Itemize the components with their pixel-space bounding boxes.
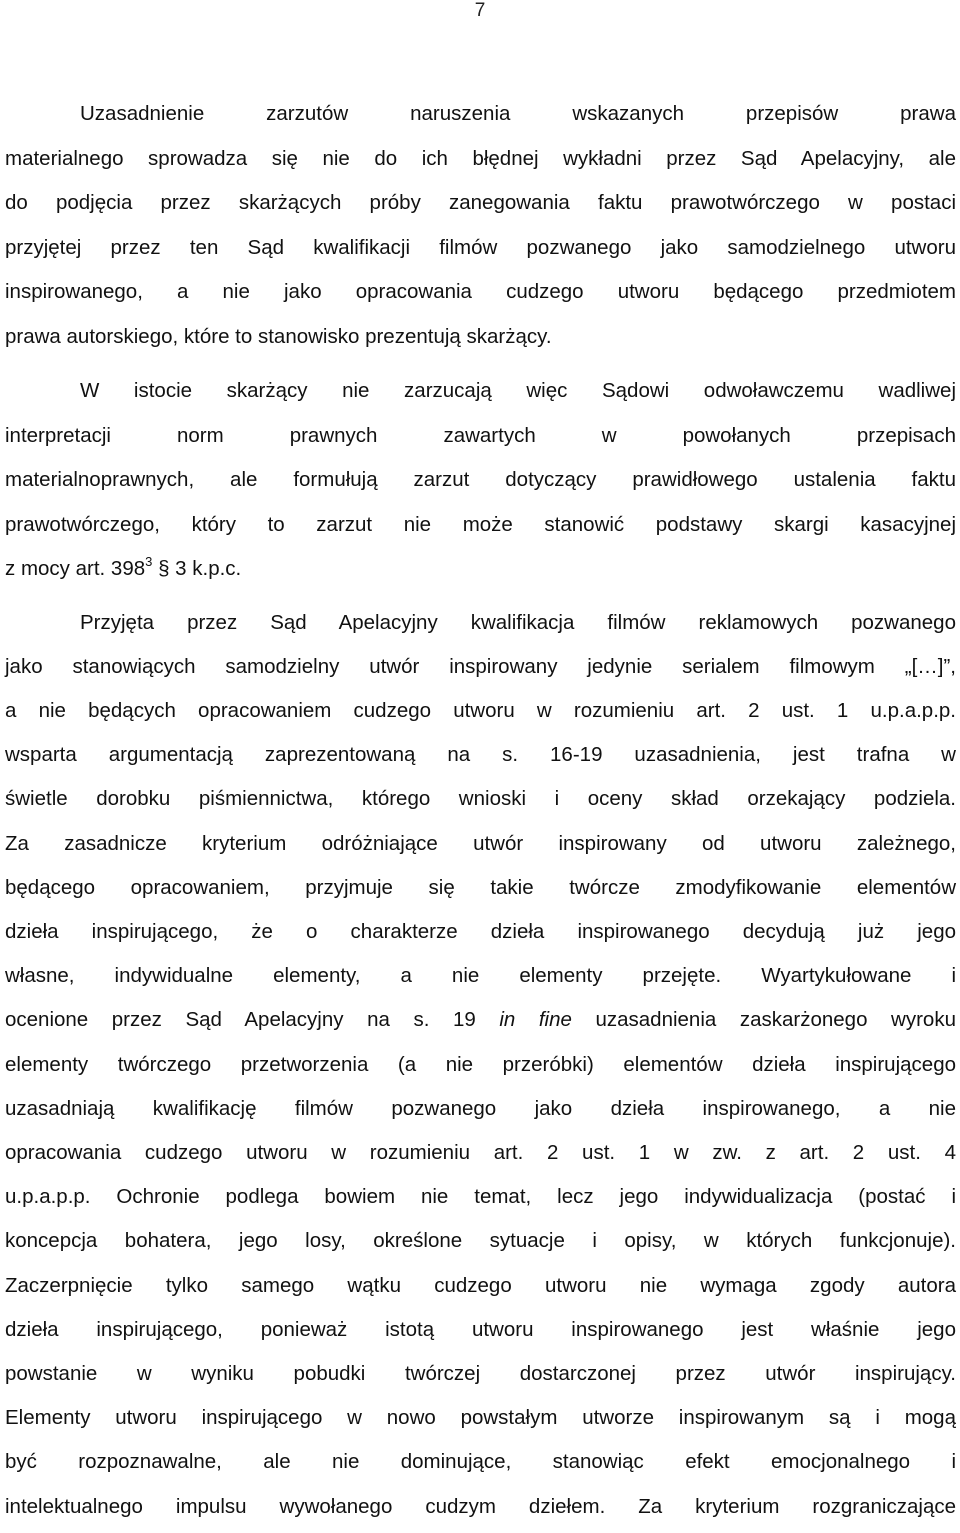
text-line: a nie będących opracowaniem cudzego utworu w rozumieniu art. 2 ust. 1 u.p.a.p.p. xyxy=(5,698,956,722)
text-line: powstanie w wyniku pobudki twórczej dostarczonej przez utwór inspirujący. xyxy=(5,1361,956,1385)
text-line: do podjęcia przez skarżących próby zanegowania faktu prawotwórczego w postaci xyxy=(5,191,956,214)
text-line: W istocie skarżący nie zarzucają więc Sądowi odwoławczemu wadliwej xyxy=(80,379,956,402)
text-line: świetle dorobku piśmiennictwa, którego wnioski i oceny skład orzekający podziela. xyxy=(5,787,956,811)
page-number: 7 xyxy=(474,0,486,21)
text-line xyxy=(5,998,956,1042)
text-line: własne, indywidualne elementy, a nie elementy przejęte. Wyartykułowane i xyxy=(5,964,956,988)
text-line: u.p.a.p.p. Ochronie podlega bowiem nie temat, lecz jego indywidualizacja (postać i xyxy=(5,1185,956,1209)
text-line: Zaczerpnięcie tylko samego wątku cudzego utworu nie wymaga zgody autora xyxy=(5,1273,956,1297)
text-line: uzasadniają kwalifikację filmów pozwanego jako dzieła inspirowanego, a nie xyxy=(5,1096,956,1120)
paragraph-3 xyxy=(5,601,956,1529)
text-line: będącego opracowaniem, przyjmuje się takie twórcze zmodyfikowanie elementów xyxy=(5,875,956,899)
text-line: Uzasadnienie zarzutów naruszenia wskazanych przepisów prawa xyxy=(80,102,956,125)
text-line: prawa autorskiego, które to stanowisko prezentują skarżący. xyxy=(5,324,552,348)
text-line xyxy=(5,547,956,592)
citation-text: § 3 k.p.c. xyxy=(152,557,242,580)
text-line: wsparta argumentacją zaprezentowaną na s. 16-19 uzasadnienia, jest trafna w xyxy=(5,743,956,767)
text-line: dzieła inspirującego, ponieważ istotą utworu inspirowanego jest właśnie jego xyxy=(5,1317,956,1341)
paragraph-1 xyxy=(5,92,956,359)
text-line: Elementy utworu inspirującego w nowo powstałym utworze inspirowanym są i mogą xyxy=(5,1406,956,1430)
text-line: Za zasadnicze kryterium odróżniające utwór inspirowany od utworu zależnego, xyxy=(5,831,956,855)
text-line: koncepcja bohatera, jego losy, określone sytuacje i opisy, w których funkcjonuje). xyxy=(5,1229,956,1253)
citation-text: z mocy art. 398 xyxy=(5,557,146,580)
text-line: przyjętej przez ten Sąd kwalifikacji filmów pozwanego jako samodzielnego utworu xyxy=(5,235,956,259)
text-line: prawotwórczego, który to zarzut nie może stanowić podstawy skargi kasacyjnej xyxy=(5,512,956,536)
text-line: być rozpoznawalne, ale nie dominujące, stanowiąc efekt emocjonalnego i xyxy=(5,1450,956,1474)
text-line: dzieła inspirującego, że o charakterze dzieła inspirowanego decydują już jego xyxy=(5,919,956,943)
text-line: opracowania cudzego utworu w rozumieniu art. 2 ust. 1 w zw. z art. 2 ust. 4 xyxy=(5,1140,956,1164)
superscript: 3 xyxy=(145,554,153,569)
paragraph-2 xyxy=(5,369,956,592)
text-segment: ocenione przez Sąd Apelacyjny na s. 19 xyxy=(5,1008,500,1032)
document-body xyxy=(5,92,956,1529)
text-line: Przyjęta przez Sąd Apelacyjny kwalifikacja filmów reklamowych pozwanego xyxy=(80,610,956,634)
text-line: intelektualnego impulsu wywołanego cudzym dziełem. Za kryterium rozgraniczające xyxy=(5,1494,956,1518)
text-line: materialnego sprowadza się nie do ich błędnej wykładni przez Sąd Apelacyjny, ale xyxy=(5,146,956,170)
text-line: interpretacji norm prawnych zawartych w powołanych przepisach xyxy=(5,423,956,447)
text-line: materialnoprawnych, ale formułują zarzut dotyczący prawidłowego ustalenia faktu xyxy=(5,468,956,491)
text-line: elementy twórczego przetworzenia (a nie przeróbki) elementów dzieła inspirującego xyxy=(5,1052,956,1076)
text-segment: uzasadnienia zaskarżonego wyroku xyxy=(571,1008,956,1032)
text-line: jako stanowiących samodzielny utwór inspirowany jedynie serialem filmowym „[…]”, xyxy=(5,654,956,678)
latin-phrase: in fine xyxy=(499,1008,572,1032)
text-line: inspirowanego, a nie jako opracowania cudzego utworu będącego przedmiotem xyxy=(5,280,956,303)
